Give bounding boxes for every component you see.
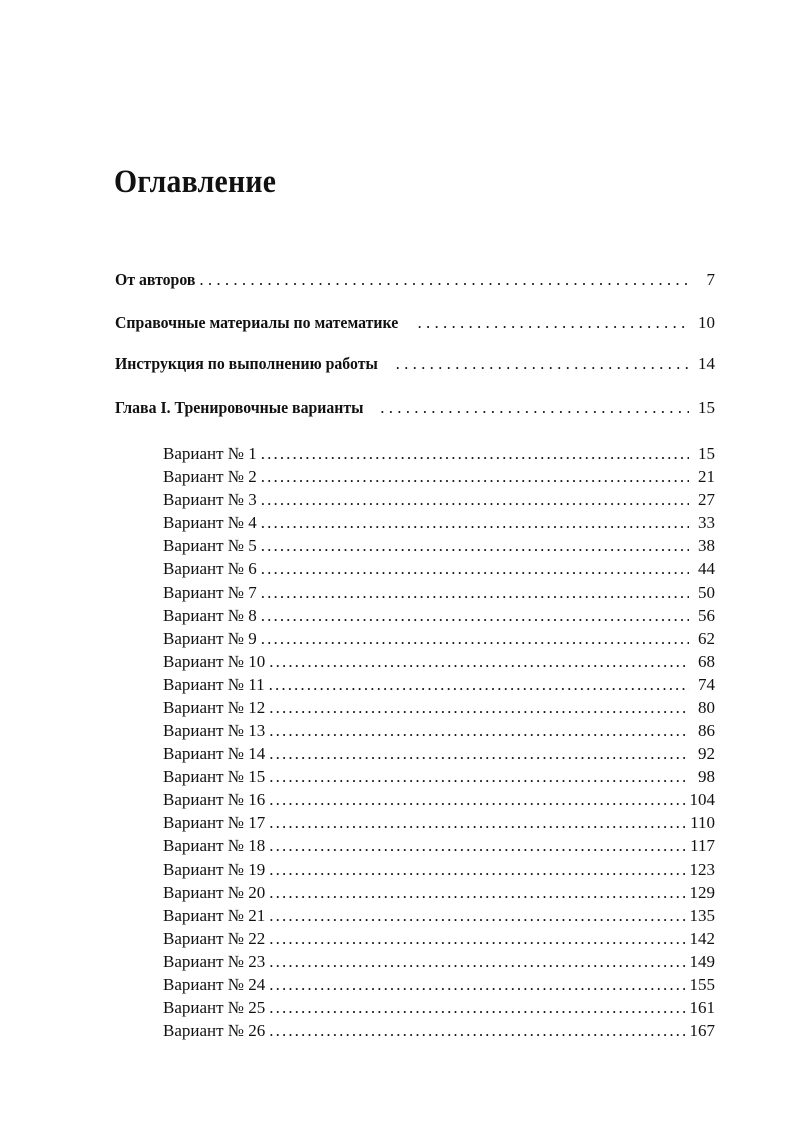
toc-entry-label: Вариант № 20: [163, 882, 266, 902]
toc-entry-label: Вариант № 3: [163, 490, 257, 510]
toc-entry-page-number: 149: [689, 951, 715, 971]
toc-entry-page-number: 15: [698, 444, 715, 464]
dot-leader: [269, 697, 689, 719]
toc-entry-label: Справочные материалы по математике: [115, 313, 399, 332]
dot-leader: [396, 353, 689, 375]
toc-entry-label: Вариант № 10: [163, 651, 266, 671]
toc-section-entry[interactable]: [115, 312, 715, 334]
dot-leader: [269, 928, 685, 950]
toc-entry-page-number: 74: [698, 674, 715, 694]
toc-entry-page-number: 10: [698, 313, 715, 332]
toc-variant-entry[interactable]: [163, 720, 715, 742]
toc-entry-page-number: 155: [689, 974, 715, 994]
dot-leader: [199, 269, 689, 291]
toc-variant-entry[interactable]: [163, 789, 715, 811]
dot-leader: [269, 651, 689, 673]
toc-entry-label: Вариант № 17: [163, 813, 266, 833]
toc-entry-label: Вариант № 21: [163, 905, 266, 925]
toc-entry-page-number: 7: [706, 270, 715, 289]
toc-entry-page-number: 123: [689, 859, 715, 879]
toc-entry-label: Вариант № 4: [163, 513, 257, 533]
toc-variant-entry[interactable]: [163, 882, 715, 904]
dot-leader: [269, 1020, 685, 1042]
toc-variant-entry[interactable]: [163, 697, 715, 719]
toc-entry-page-number: 110: [690, 813, 715, 833]
toc-entry-page-number: 44: [698, 559, 715, 579]
toc-entry-page-number: 33: [698, 513, 715, 533]
dot-leader: [261, 512, 689, 534]
toc-variant-entry[interactable]: [163, 512, 715, 534]
toc-entry-page-number: 80: [698, 697, 715, 717]
dot-leader: [261, 628, 689, 650]
toc-section-entry[interactable]: [115, 353, 715, 375]
toc-variant-entry[interactable]: [163, 443, 715, 465]
toc-entry-label: Вариант № 8: [163, 605, 257, 625]
toc-entry-page-number: 135: [689, 905, 715, 925]
dot-leader: [269, 812, 686, 834]
toc-variant-entry[interactable]: [163, 558, 715, 580]
dot-leader: [269, 835, 686, 857]
dot-leader: [261, 466, 689, 488]
toc-entry-page-number: 62: [698, 628, 715, 648]
toc-entry-label: Вариант № 16: [163, 790, 266, 810]
toc-entry-page-number: 117: [690, 836, 715, 856]
toc-entry-label: Инструкция по выполнению работы: [115, 354, 378, 373]
dot-leader: [269, 997, 685, 1019]
toc-variant-entry[interactable]: [163, 535, 715, 557]
toc-variant-entry[interactable]: [163, 974, 715, 996]
toc-entry-label: Глава I. Тренировочные варианты: [115, 398, 364, 417]
toc-variant-entry[interactable]: [163, 812, 715, 834]
toc-entry-label: Вариант № 26: [163, 1021, 266, 1041]
toc-variant-entry[interactable]: [163, 605, 715, 627]
toc-entry-page-number: 92: [698, 744, 715, 764]
dot-leader: [269, 859, 685, 881]
toc-entry-label: Вариант № 5: [163, 536, 257, 556]
toc-variant-entry[interactable]: [163, 928, 715, 950]
toc-variant-entry[interactable]: [163, 651, 715, 673]
toc-entry-label: Вариант № 7: [163, 582, 257, 602]
dot-leader: [261, 489, 689, 511]
toc-entry-page-number: 56: [698, 605, 715, 625]
toc-entry-label: Вариант № 18: [163, 836, 266, 856]
dot-leader: [269, 974, 685, 996]
toc-variant-entry[interactable]: [163, 1020, 715, 1042]
toc-entry-page-number: 142: [689, 928, 715, 948]
toc-entry-label: Вариант № 11: [163, 674, 265, 694]
toc-entry-label: Вариант № 15: [163, 767, 266, 787]
toc-variant-entry[interactable]: [163, 674, 715, 696]
dot-leader: [269, 766, 689, 788]
dot-leader: [261, 582, 689, 604]
toc-entry-page-number: 86: [698, 721, 715, 741]
dot-leader: [261, 443, 689, 465]
toc-section-entry[interactable]: [115, 397, 715, 419]
toc-entry-page-number: 98: [698, 767, 715, 787]
toc-variant-entry[interactable]: [163, 628, 715, 650]
toc-entry-label: Вариант № 24: [163, 974, 266, 994]
toc-variant-entry[interactable]: [163, 905, 715, 927]
toc-entry-page-number: 161: [689, 998, 715, 1017]
toc-entry-page-number: 68: [698, 651, 715, 671]
toc-entry-label: Вариант № 14: [163, 744, 266, 764]
dot-leader: [261, 558, 689, 580]
dot-leader: [269, 951, 685, 973]
toc-variant-entry[interactable]: [163, 489, 715, 511]
toc-variant-entry[interactable]: [163, 835, 715, 857]
dot-leader: [269, 674, 689, 696]
toc-variant-entry[interactable]: [163, 951, 715, 973]
toc-entry-label: Вариант № 6: [163, 559, 257, 579]
toc-entry-page-number: 167: [689, 1021, 715, 1041]
toc-entry-page-number: 50: [698, 582, 715, 602]
dot-leader: [269, 905, 685, 927]
dot-leader: [261, 605, 689, 627]
dot-leader: [380, 397, 689, 419]
toc-section-entry[interactable]: [115, 269, 715, 291]
toc-entry-page-number: 104: [689, 790, 715, 810]
toc-variant-entry[interactable]: [163, 743, 715, 765]
toc-entry-label: Вариант № 23: [163, 951, 266, 971]
page-title: Оглавление: [114, 164, 277, 200]
toc-entry-label: Вариант № 25: [163, 998, 266, 1017]
toc-entry-label: Вариант № 9: [163, 628, 257, 648]
toc-variant-entry[interactable]: [163, 766, 715, 788]
dot-leader: [269, 789, 685, 811]
toc-entry-page-number: 38: [698, 536, 715, 556]
toc-entry-label: Вариант № 22: [163, 928, 266, 948]
dot-leader: [269, 743, 689, 765]
toc-entry-label: Вариант № 1: [163, 444, 257, 464]
toc-variant-entry[interactable]: [163, 582, 715, 604]
toc-entry-page-number: 129: [689, 882, 715, 902]
toc-entry-page-number: 27: [698, 490, 715, 510]
toc-entry-page-number: 15: [698, 398, 715, 417]
dot-leader: [418, 312, 689, 334]
toc-variant-entry[interactable]: [163, 859, 715, 881]
dot-leader: [269, 882, 685, 904]
toc-entry-page-number: 21: [698, 467, 715, 487]
toc-entry-label: От авторов: [115, 270, 196, 289]
toc-entry-label: Вариант № 19: [163, 859, 266, 879]
toc-entry-page-number: 14: [698, 354, 715, 373]
toc-entry-label: Вариант № 2: [163, 467, 257, 487]
toc-entry-label: Вариант № 13: [163, 721, 266, 741]
toc-variant-entry[interactable]: [163, 466, 715, 488]
dot-leader: [261, 535, 689, 557]
toc-variant-entry[interactable]: [163, 997, 715, 1019]
dot-leader: [269, 720, 689, 742]
toc-entry-label: Вариант № 12: [163, 697, 266, 717]
